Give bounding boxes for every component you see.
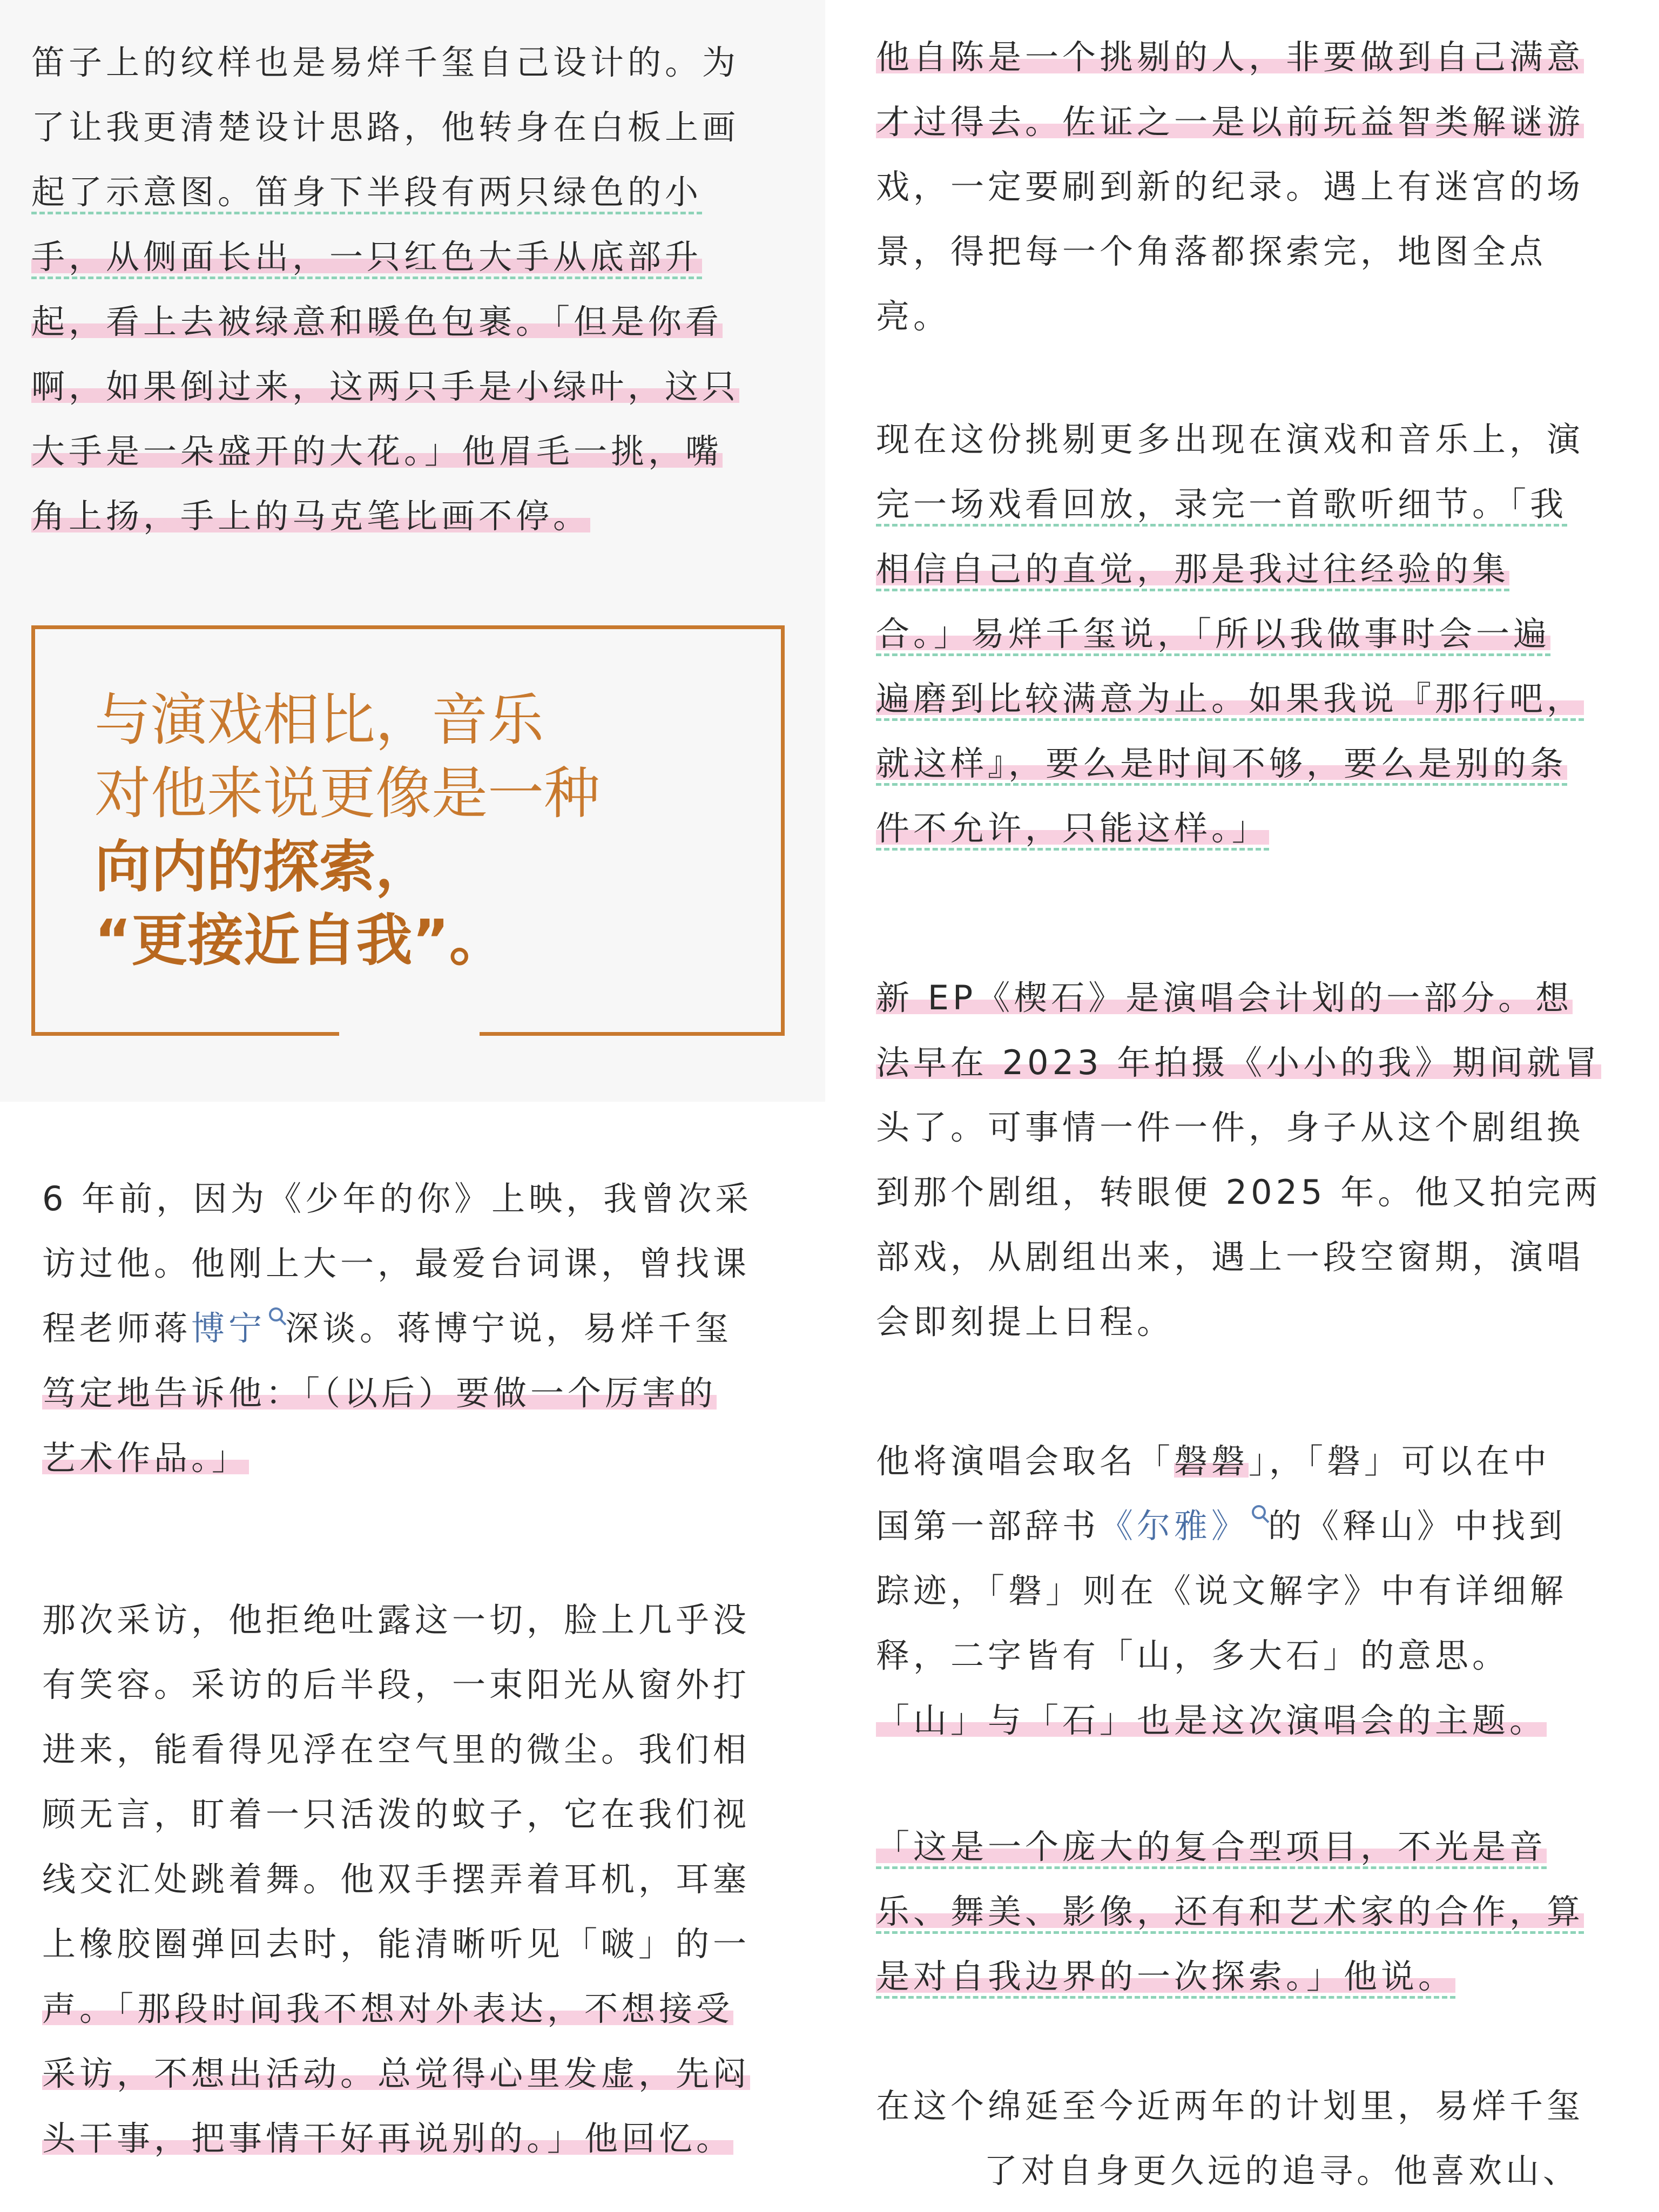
text-line: 进来，能看得见浮在空气里的微尘。我们相 [42,1730,751,1769]
text-line: 声。「那段时间我不想对外表达，不想接受 [42,1989,734,2028]
text-line: 亮。 [876,296,951,336]
text-line: 踪迹，「磐」则在《说文解字》中有详细解 [876,1571,1568,1610]
left-column-bottom [0,1102,825,2212]
search-icon[interactable] [1252,1505,1266,1519]
text-line: 部戏，从剧组出来，遇上一段空窗期，演唱 [876,1237,1584,1277]
text-line: 顾无言，盯着一只活泼的蚊子，它在我们视 [42,1795,751,1834]
text-line: 国第一部辞书《尔雅》 的《释山》中找到 [876,1506,1567,1546]
text-line: 「山」与「石」也是这次演唱会的主题。 [876,1701,1547,1740]
pull-quote [95,683,600,977]
text-line: 头干事，把事情干好再说别的。」他回忆。 [42,2119,734,2158]
text-line: 起了示意图。笛身下半段有两只绿色的小 [31,160,798,225]
paragraph-acting-music [876,407,1648,861]
text-line: 笛子上的纹样也是易烊千玺自己设计的。为 [31,43,740,82]
paragraph-flute-design [31,30,798,549]
left-column-top [0,0,825,1102]
pull-quote-line: 对他来说更像是一种 [95,760,601,826]
text-line: 才过得去。佐证之一是以前玩益智类解谜游 [876,102,1584,141]
text-line: 合。」易烊千玺说，「所以我做事时会一遍 [876,602,1648,666]
text-line: 了对自身更久远的追寻。他喜欢山、 [984,2151,1581,2190]
text-line: 景，得把每一个角落都探索完，地图全点 [876,232,1547,271]
text-line: 大手是一朵盛开的大花。」他眉毛一挑，嘴 [31,431,723,471]
text-line: 遍磨到比较满意为止。如果我说『那行吧， [876,666,1648,731]
text-line: 啊，如果倒过来，这两只手是小绿叶，这只 [31,367,740,406]
text-line: 6 年前，因为《少年的你》上映，我曾次采 [42,1179,753,1218]
text-line: 法早在 2023 年拍摄《小小的我》期间就冒 [876,1043,1602,1082]
text-line: 释，二字皆有「山，多大石」的意思。 [876,1636,1510,1675]
text-line: 「这是一个庞大的复合型项目，不光是音 [876,1815,1648,1879]
text-line: 会即刻提上日程。 [876,1302,1175,1341]
link-erya[interactable]: 《尔雅》 [1100,1506,1249,1546]
text-line: 现在这份挑剔更多出现在演戏和音乐上，演 [876,420,1584,459]
text-line: 就这样』，要么是时间不够，要么是别的条 [876,731,1648,796]
paragraph-project-scope [876,1815,1648,2009]
pull-quote-border-gap [339,1029,480,1042]
text-line: 件不允许，只能这样。」 [876,796,1648,861]
text-line: 乐、舞美、影像，还有和艺术家的合作，算 [876,1879,1648,1944]
pull-quote-emphasis: “更接近自我”。 [95,907,505,973]
text-line: 上橡胶圈弹回去时，能清晰听见「啵」的一 [42,1924,751,1964]
pull-quote-emphasis: 向内的探索， [95,834,432,900]
text-line: 在这个绵延至今近两年的计划里，易烊千玺 [876,2086,1584,2126]
text-line: 到那个剧组，转眼便 2025 年。他又拍完两 [876,1172,1602,1212]
text-line: 他自陈是一个挑剔的人，非要做到自己满意 [876,37,1584,77]
text-line: 是对自我边界的一次探索。」他说。 [876,1944,1648,2009]
text-line: 线交汇处跳着舞。他双手摆弄着耳机，耳塞 [42,1859,751,1899]
text-line: 了让我更清楚设计思路，他转身在白板上画 [31,107,740,147]
text-line: 他将演唱会取名「磐磐」，「磐」可以在中 [876,1441,1551,1481]
text-line: 角上扬，手上的马克笔比画不停。 [31,496,591,536]
text-line: 笃定地告诉他：「（以后）要做一个厉害的 [42,1373,717,1413]
paragraph-concert-name [876,1429,1648,1753]
link-bo-ning[interactable]: 博宁 [191,1309,266,1348]
paragraph-interview-memory [42,1166,809,1491]
text-line: 有笑容。采访的后半段，一束阳光从窗外打 [42,1665,751,1704]
text-line: 起，看上去被绿意和暖色包裹。「但是你看 [31,302,723,341]
text-line: 那次采访，他拒绝吐露这一切，脸上几乎没 [42,1600,751,1640]
text-line: 完一场戏看回放，录完一首歌听细节。「我 [876,472,1648,537]
pull-quote-line: 与演戏相比，音乐 [95,687,544,753]
text-line: 艺术作品。」 [42,1438,249,1478]
text-line: 相信自己的直觉，那是我过往经验的集 [876,537,1648,602]
text-line: 采访，不想出活动。总觉得心里发虚，先闷 [42,2054,751,2093]
text-line: 头了。可事情一件一件，身子从这个剧组换 [876,1108,1584,1147]
text-line: 手，从侧面长出，一只红色大手从底部升 [31,225,798,289]
text-line: 访过他。他刚上大一，最爱台词课，曾找课 [42,1244,751,1283]
paragraph-picky-self [876,25,1648,349]
text-line: 新 EP《楔石》是演唱会计划的一部分。想 [876,978,1573,1017]
paragraph-new-ep [876,966,1648,1354]
paragraph-long-plan [876,2074,1648,2203]
search-icon[interactable] [269,1307,283,1321]
paragraph-sunlight-interview [42,1588,809,2171]
text-line: 戏，一定要刷到新的纪录。遇上有迷宫的场 [876,167,1584,206]
right-column [825,0,1659,2212]
text-line: 程老师蒋博宁 深谈。蒋博宁说，易烊千玺 [42,1309,733,1348]
pull-quote-box [31,625,785,1036]
